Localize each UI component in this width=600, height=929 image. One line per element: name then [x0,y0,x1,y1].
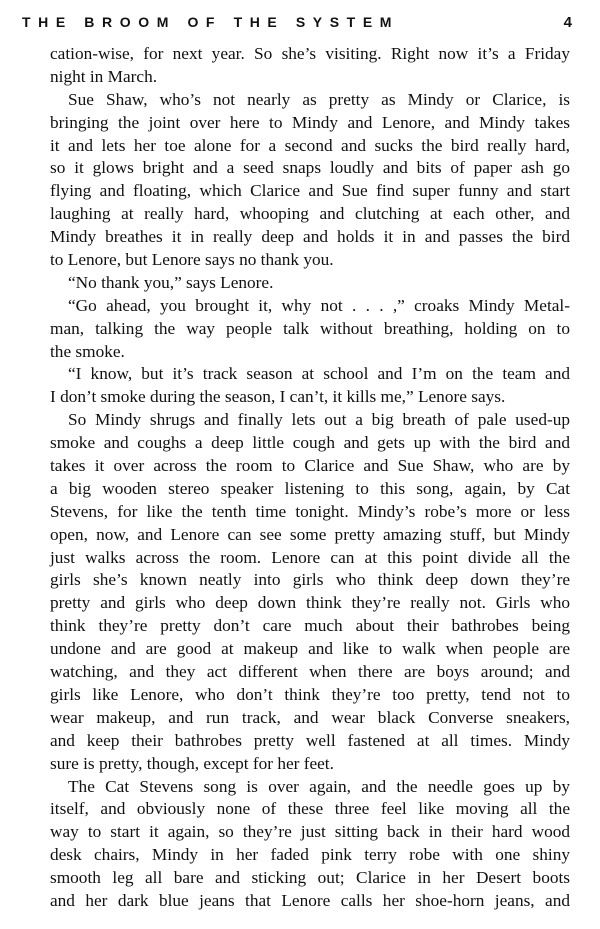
text-line: the smoke. [50,341,125,361]
text-line: itself, and obviously none of these three feel like moving all the [50,799,570,819]
text-line: Stevens, for like the tenth time tonight. Mindy’s robe’s more or less [50,501,570,521]
text-line: man, talking the way people talk without breathing, holding on to [50,318,570,338]
text-line: pretty and girls who deep down think they’re really not. Girls who [50,593,570,613]
text-line: way to start it again, so they’re just sitting back in their hard wood [50,822,570,842]
text-line: night in March. [50,66,158,86]
page-number: 4 [563,13,572,31]
text-line: open, now, and Lenore can see some pretty amazing stuff, but Mindy [50,524,570,544]
text-line: wear makeup, and run track, and wear black Converse sneakers, [50,707,570,727]
text-line: undone and are good at makeup and like to walk when people are [50,639,570,659]
text-line: so it glows bright and a seed snaps loudly and bits of paper ash go [50,158,570,178]
text-line: to Lenore, but Lenore says no thank you. [50,250,334,270]
text-line: So Mindy shrugs and finally lets out a big breath of pale used-up [68,410,570,430]
text-line: it and lets her toe alone for a second and sucks the bird really hard, [50,135,570,155]
text-line: flying and floating, which Clarice and Sue find super funny and start [50,181,570,201]
text-line: smoke and coughs a deep little cough and gets up with the bird and [50,433,570,453]
text-line: think they’re pretty don’t care much about their bathrobes being [50,616,570,636]
text-line: Sue Shaw, who’s not nearly as pretty as Mindy or Clarice, is [68,89,570,109]
body-text [50,43,570,913]
text-line: desk chairs, Mindy in her faded pink terry robe with one shiny [50,845,570,865]
text-line: “No thank you,” says Lenore. [68,272,274,292]
text-line: The Cat Stevens song is over again, and the needle goes up by [68,776,570,796]
text-line: girls like Lenore, who don’t think they’re too pretty, tend not to [50,684,570,704]
text-line: just walks across the room. Lenore can at this point divide all the [50,547,570,567]
text-line: laughing at really hard, whooping and clutching at each other, and [50,204,570,224]
text-line: bringing the joint over here to Mindy and Lenore, and Mindy takes [50,112,570,132]
text-line: watching, and they act different when there are boys around; and [50,662,570,682]
text-line: a big wooden stereo speaker listening to this song, again, by Cat [50,478,570,498]
text-line: takes it over across the room to Clarice and Sue Shaw, who are by [50,456,570,476]
book-title: THE BROOM OF THE SYSTEM [22,14,400,30]
text-line: Mindy breathes it in really deep and holds it in and passes the bird [50,227,570,247]
text-line: cation-wise, for next year. So she’s visiting. Right now it’s a Friday [50,44,570,63]
text-line: sure is pretty, though, except for her feet. [50,753,334,773]
text-line: and her dark blue jeans that Lenore calls her shoe-horn jeans, and [50,890,570,910]
text-line: “Go ahead, you brought it, why not . . . ,” croaks Mindy Metal- [68,295,570,315]
text-line: “I know, but it’s track season at school and I’m on the team and [68,364,570,384]
text-line: and keep their bathrobes pretty well fastened at all times. Mindy [50,730,570,750]
running-head [22,10,572,34]
text-line: I don’t smoke during the season, I can’t, it kills me,” Lenore says. [50,387,506,407]
text-line: smooth leg all bare and sticking out; Clarice in her Desert boots [50,868,570,888]
text-line: girls she’s known neatly into girls who think deep down they’re [50,570,570,590]
